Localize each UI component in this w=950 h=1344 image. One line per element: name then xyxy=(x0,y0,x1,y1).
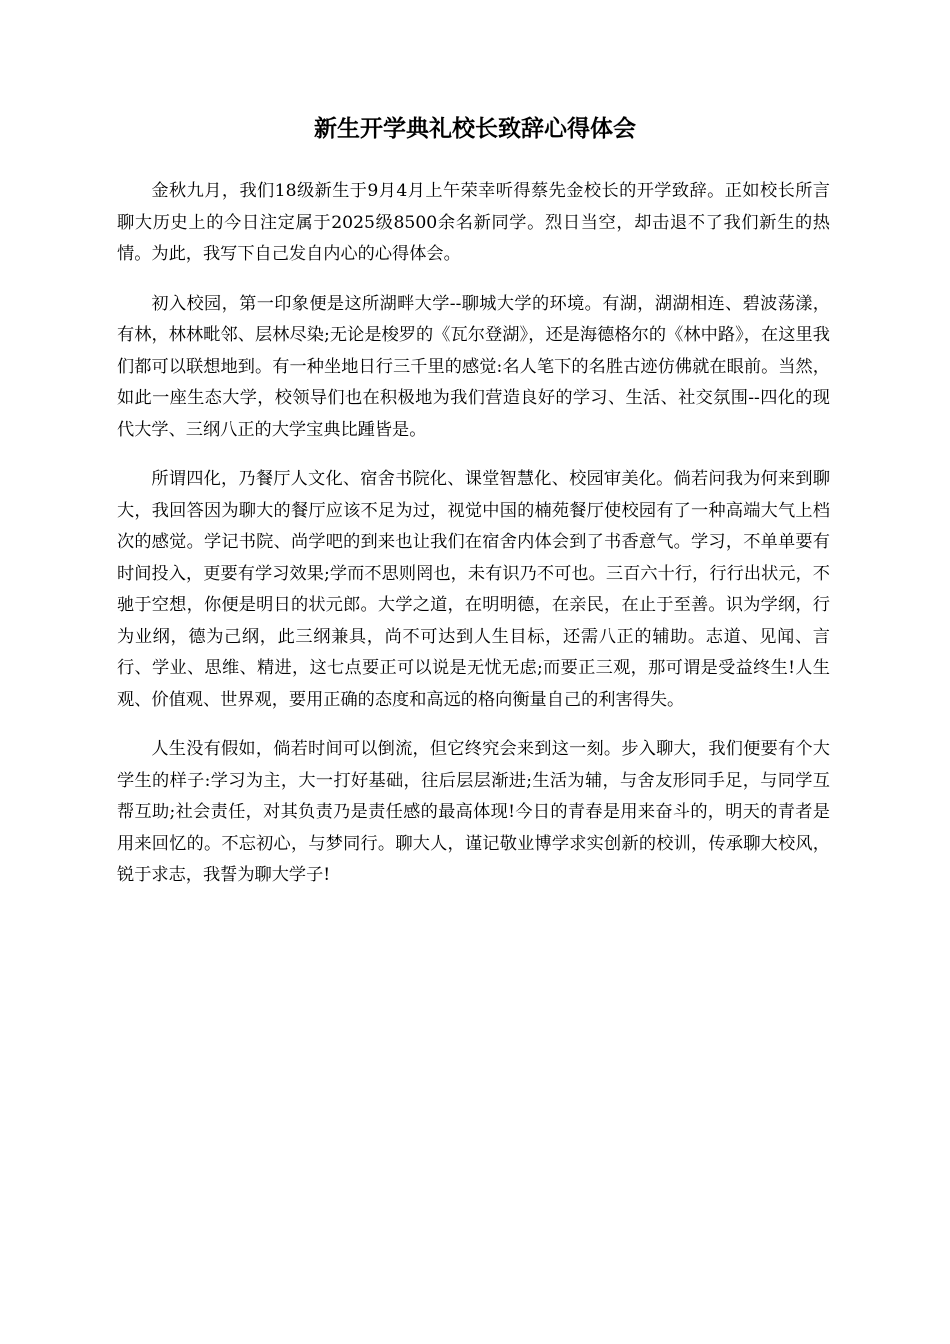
paragraph-3: 所谓四化，乃餐厅人文化、宿舍书院化、课堂智慧化、校园审美化。倘若问我为何来到聊大，我回答因为聊大的餐厅应该不足为过，视觉中国的楠苑餐厅使校园有了一种高端大气上档次的感觉。学记书院、尚学吧的到来也让我们在宿舍内体会到了书香意气。学习，不单单要有时间投入，更要有学习效果;学而不思则罔也，未有识乃不可也。三百六十行，行行出状元，不驰于空想，你便是明日的状元郎。大学之道，在明明德，在亲民，在止于至善。识为学纲，行为业纲，德为己纲，此三纲兼具，尚不可达到人生目标，还需八正的辅助。志道、见闻、言行、学业、思维、精进，这七点要正可以说是无忧无虑;而要正三观，那可谓是受益终生!人生观、价值观、世界观，要用正确的态度和高远的格向衡量自己的利害得失。 xyxy=(117,469,830,710)
paragraph-2: 初入校园，第一印象便是这所湖畔大学--聊城大学的环境。有湖，湖湖相连、碧波荡漾，有林，林林毗邻、层林尽染;无论是梭罗的《瓦尔登湖》，还是海德格尔的《林中路》，在这里我们都可以联想地到。有一种坐地日行三千里的感觉:名人笔下的名胜古迹仿佛就在眼前。当然，如此一座生态大学，校领导们也在积极地为我们营造良好的学习、生活、社交氛围--四化的现代大学、三纲八正的大学宝典比踵皆是。 xyxy=(117,293,830,440)
document-body xyxy=(117,176,830,910)
paragraph-4: 人生没有假如，倘若时间可以倒流，但它终究会来到这一刻。步入聊大，我们便要有个大学生的样子:学习为主，大一打好基础，往后层层渐进;生活为辅，与舍友形同手足，与同学互帮互助;社会责任，对其负责乃是责任感的最高体现!今日的青春是用来奋斗的，明天的青者是用来回忆的。不忘初心，与梦同行。聊大人，谨记敬业博学求实创新的校训，传承聊大校风，锐于求志，我誓为聊大学子! xyxy=(117,739,830,885)
document-title: 新生开学典礼校长致辞心得体会 xyxy=(314,116,636,142)
paragraph-1: 金秋九月，我们18级新生于9月4月上午荣幸听得蔡先金校长的开学致辞。正如校长所言聊大历史上的今日注定属于2025级8500余名新同学。烈日当空，却击退不了我们新生的热情。为此，我写下自己发自内心的心得体会。 xyxy=(117,181,830,264)
